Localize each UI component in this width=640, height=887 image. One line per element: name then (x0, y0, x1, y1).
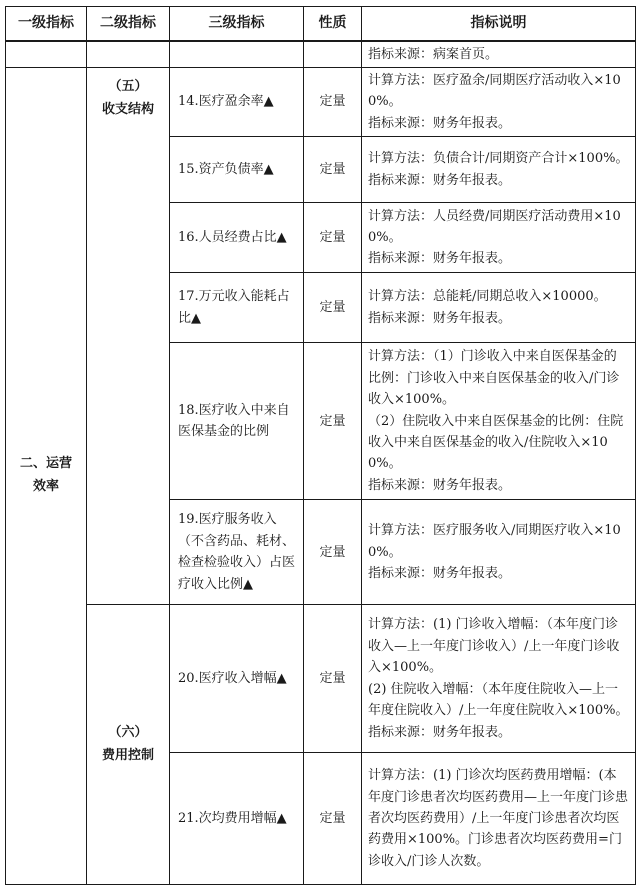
indicator-description: 计算方法：总能耗/同期总收入×10000。 指标来源：财务年报表。 (362, 273, 636, 343)
level1-label-line: 二、运营 (19, 456, 72, 472)
indicator-description: 计算方法：(1) 门诊收入增幅：（本年度门诊收入—上一年度门诊收入）/上一年度门诊收入×100%。 (2) 住院收入增幅：（本年度住院收入—上一年度住院收入）/上一年度住院收入×100%。 指标来源：财务年报表。 (362, 605, 636, 753)
indicator-name: 19.医疗服务收入（不含药品、耗材、检查检验收入）占医疗收入比例▲ (170, 500, 304, 605)
indicator-table (5, 6, 636, 885)
indicator-name: 14.医疗盈余率▲ (170, 67, 304, 136)
indicator-nature: 定量 (304, 343, 362, 500)
indicator-name: 15.资产负债率▲ (170, 137, 304, 203)
level1-category (6, 67, 87, 884)
indicator-name: 18.医疗收入中来自医保基金的比例 (170, 343, 304, 500)
indicator-nature: 定量 (304, 605, 362, 753)
indicator-description: 指标来源：病案首页。 (362, 41, 636, 68)
indicator-description: 计算方法：医疗服务收入/同期医疗收入×100%。 指标来源：财务年报表。 (362, 500, 636, 605)
indicator-nature: 定量 (304, 273, 362, 343)
indicator-name: 17.万元收入能耗占比▲ (170, 273, 304, 343)
indicator-nature: 定量 (304, 67, 362, 136)
table-row (6, 605, 636, 753)
indicator-description: 计算方法：(1) 门诊次均医药费用增幅：(本年度门诊患者次均医药费用—上一年度门诊患者次均医药费用）/上一年度门诊患者次均医药费用×100%。门诊患者次均医药费用=门诊收入/门诊人次数。 (362, 753, 636, 885)
header-level2: 二级指标 (87, 7, 170, 41)
indicator-name: 21.次均费用增幅▲ (170, 753, 304, 885)
header-level1: 一级指标 (6, 7, 87, 41)
cell-empty (87, 41, 170, 68)
indicator-description: 计算方法：医疗盈余/同期医疗活动收入×100%。 指标来源：财务年报表。 (362, 67, 636, 136)
indicator-nature: 定量 (304, 203, 362, 273)
level1-label-line: 效率 (32, 479, 59, 495)
table-row (6, 41, 636, 68)
indicator-name: 20.医疗收入增幅▲ (170, 605, 304, 753)
cell-empty (170, 41, 304, 68)
table-row (6, 67, 636, 136)
level2-category-cost-control (87, 605, 170, 885)
indicator-nature: 定量 (304, 753, 362, 885)
header-row (6, 7, 636, 41)
indicator-name: 16.人员经费占比▲ (170, 203, 304, 273)
cell-empty (6, 41, 87, 68)
indicator-description: 计算方法：人员经费/同期医疗活动费用×100%。 指标来源：财务年报表。 (362, 203, 636, 273)
header-nature: 性质 (304, 7, 362, 41)
cell-empty (304, 41, 362, 68)
header-description: 指标说明 (362, 7, 636, 41)
level2-label: （五） 收支结构 (101, 78, 154, 117)
header-level3: 三级指标 (170, 7, 304, 41)
level2-label: （六） 费用控制 (101, 725, 154, 763)
indicator-description: 计算方法：负债合计/同期资产合计×100%。 指标来源：财务年报表。 (362, 137, 636, 203)
indicator-description: 计算方法：（1）门诊收入中来自医保基金的比例：门诊收入中来自医保基金的收入/门诊收入×100%。 （2）住院收入中来自医保基金的比例：住院收入中来自医保基金的收入/住院收入×100%。 指标来源：财务年报表。 (362, 343, 636, 500)
level2-category-income-structure (87, 67, 170, 604)
indicator-nature: 定量 (304, 500, 362, 605)
indicator-nature: 定量 (304, 137, 362, 203)
